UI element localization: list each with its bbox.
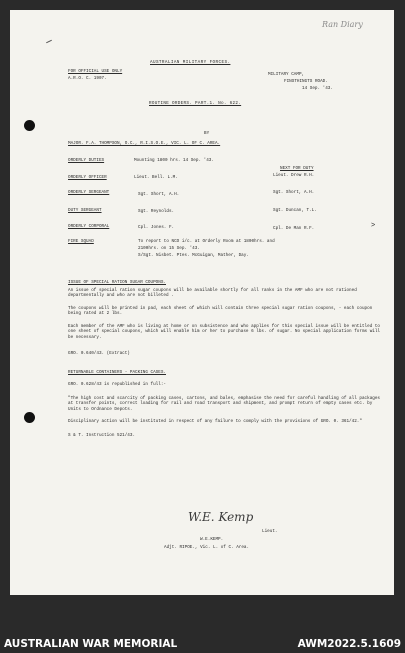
document-page bbox=[10, 10, 394, 595]
next-for-duty-heading: NEXT FOR DUTY bbox=[280, 166, 314, 171]
duty-sergeant-next: Sgt. Duncan, T.L. bbox=[273, 208, 317, 213]
ink-mark bbox=[46, 40, 52, 43]
orderly-sergeant-value: Sgt. Short, A.H. bbox=[138, 192, 180, 197]
section-reference: S & T. Instruction 521/43. bbox=[68, 433, 136, 438]
handwritten-signature: W.E. Kemp bbox=[188, 510, 254, 524]
paragraph: An issue of special ration sugar coupons will be available shortly for all ranks in the AMF who are not rationed departmentally and who are not billeted . bbox=[68, 288, 357, 299]
duty-sergeant-label: DUTY SERGEANT bbox=[68, 208, 102, 213]
by-label: BY bbox=[204, 131, 210, 136]
paragraph: Disciplinary action will be instituted in respect of any failure to comply with the provisions of GRO. 0. 361/42." bbox=[68, 419, 362, 424]
signatory-rank: Lieut. bbox=[262, 529, 278, 534]
pencil-annotation: Ran Diary bbox=[322, 20, 363, 29]
ink-mark: > bbox=[371, 222, 376, 230]
orderly-corporal-value: Cpl. Jones. F. bbox=[138, 225, 175, 230]
official-use-label: FOR OFFICIAL USE ONLY bbox=[68, 69, 123, 74]
punch-hole bbox=[24, 412, 35, 423]
orderly-duties-label: ORDERLY DUTIES bbox=[68, 158, 105, 163]
orderly-corporal-next: Cpl. De Man R.F. bbox=[273, 226, 315, 231]
paragraph: The coupons will be printed in pad, each sheet of which will contain three special sugar ration coupons, - each coupon being rated at 2 lbs. bbox=[68, 306, 373, 317]
section-heading: RETURNABLE CONTAINERS - PACKING CASES. bbox=[68, 370, 166, 375]
orderly-officer-value: Lieut. Bell. L.M. bbox=[134, 175, 178, 180]
orderly-duties-value: Mounting 1800 hrs. 14 Sep. '43. bbox=[134, 158, 214, 163]
orderly-sergeant-next: Sgt. Short, A.H. bbox=[273, 190, 315, 195]
fire-squad-label: FIRE SQUAD bbox=[68, 239, 94, 244]
paragraph: "The high cost and scarcity of packing cases, cartons, and bales, emphasise the need for careful handling of all packages at transfer points, correct loading for rail and road transport and shipment, and prompt return of empty cases etc. by Units to Ordnance Depots. bbox=[68, 396, 381, 412]
paragraph: GRO. 0.628/43 is republished in full:- bbox=[68, 382, 166, 387]
section-reference: GRO. 0.640/43. (Extract) bbox=[68, 351, 130, 356]
orderly-sergeant-label: ORDERLY SERGEANT bbox=[68, 190, 110, 195]
footer-credit: AUSTRALIAN WAR MEMORIAL bbox=[4, 638, 178, 650]
camp-name: MILITARY CAMP, bbox=[268, 72, 305, 77]
reference-number: A.R.O. C. 1907. bbox=[68, 76, 107, 81]
orderly-officer-next: Lieut. Drew R.H. bbox=[273, 173, 315, 178]
duty-sergeant-value: Sgt. Reynolds. bbox=[138, 209, 175, 214]
fire-squad-line: 2100hrs. on 15 Sep. '43. bbox=[138, 246, 200, 251]
footer-bar bbox=[0, 600, 405, 653]
document-date: 14 Sep. '43. bbox=[302, 86, 333, 91]
fire-squad-line: To report to NCO i/c. at Orderly Room at 1800hrs. and bbox=[138, 239, 275, 244]
footer-accession-number: AWM2022.5.1609 bbox=[297, 638, 401, 650]
unit-heading: AUSTRALIAN MILITARY FORCES. bbox=[150, 60, 231, 65]
signatory-title: Adjt. RIPOE., Vic. L. of C. Area. bbox=[164, 545, 250, 550]
section-heading: ISSUE OF SPECIAL RATION SUGAR COUPONS. bbox=[68, 280, 166, 285]
camp-road: FINSTHINGTS ROAD. bbox=[284, 79, 328, 84]
document-title: ROUTINE ORDERS. PART.1. No. 622. bbox=[149, 101, 242, 106]
fire-squad-line: S/Sgt. Nisbet. Ptes. McGuigan, Mather, Day. bbox=[138, 253, 249, 258]
signatory-name: W.E.KEMP. bbox=[200, 537, 224, 542]
orderly-officer-label: ORDERLY OFFICER bbox=[68, 175, 107, 180]
orderly-corporal-label: ORDERLY CORPORAL bbox=[68, 224, 110, 229]
punch-hole bbox=[24, 120, 35, 131]
issuing-officer: MAJOR. F.A. THOMPSON, O.C., R.I.S.O.E., VIC. L. OF C. AREA. bbox=[68, 141, 221, 146]
paragraph: Each member of the AMF who is living at home or on subsistence and who applies for this special issue will be entitled to one sheet of special coupons, which will enable him or her to purchase 6 lbs. of sugar. No special application forms will be necessary. bbox=[68, 324, 381, 340]
